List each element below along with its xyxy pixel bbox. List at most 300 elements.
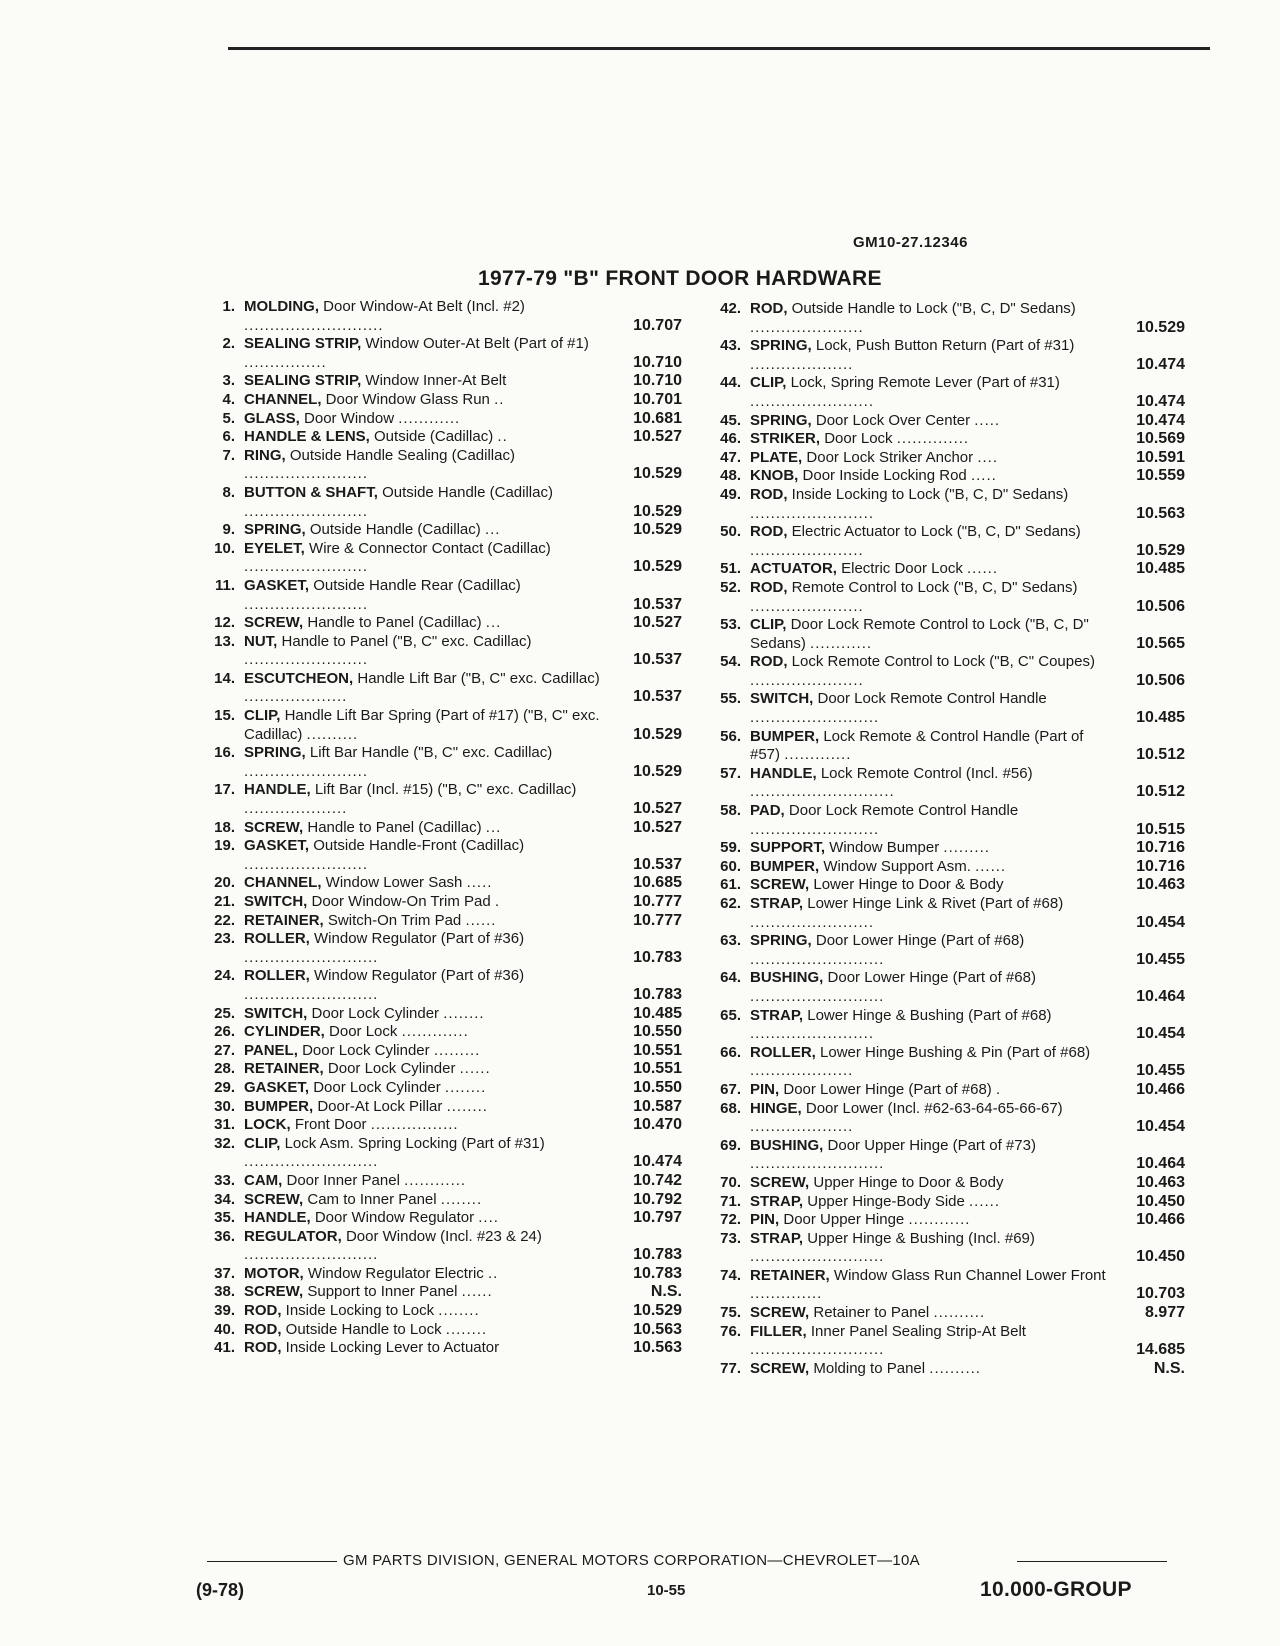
part-name: STRAP, xyxy=(750,895,804,912)
group-code: 10.710 xyxy=(633,372,682,390)
part-item xyxy=(196,1283,682,1302)
leader-dots: ........................ xyxy=(244,502,369,520)
group-code: 10.797 xyxy=(633,1209,682,1227)
part-name: RETAINER, xyxy=(244,911,324,929)
group-code: 10.463 xyxy=(1136,1173,1185,1191)
part-name: ROLLER, xyxy=(244,967,310,985)
group-code: 10.550 xyxy=(633,1023,682,1041)
part-name: SWITCH, xyxy=(750,690,814,708)
group-code: 10.563 xyxy=(633,1320,682,1338)
part-description xyxy=(750,1360,1109,1379)
leader-dots: ............ xyxy=(810,634,873,652)
part-number: 6. xyxy=(222,428,235,446)
part-item xyxy=(196,967,682,1004)
part-detail: Lock Remote Control (Incl. #56) xyxy=(820,764,1033,782)
group-code: 10.707 xyxy=(633,316,682,334)
leader-dots: ..... xyxy=(970,467,997,485)
part-name: GASKET, xyxy=(244,1078,310,1096)
part-description xyxy=(750,1323,1109,1360)
part-name: HINGE, xyxy=(750,1099,802,1117)
part-item xyxy=(196,1209,682,1228)
part-number: 18. xyxy=(214,818,235,836)
part-name: RING, xyxy=(244,446,286,464)
part-detail: Handle Lift Bar ("B, C" exc. Cadillac) xyxy=(357,669,600,687)
part-name: SCREW, xyxy=(244,1283,304,1301)
part-name: ROLLER, xyxy=(750,1043,816,1061)
part-name: RETAINER, xyxy=(244,1060,324,1078)
group-code: 10.470 xyxy=(633,1116,682,1134)
part-number: 31. xyxy=(214,1116,235,1134)
part-name: ROD, xyxy=(750,653,788,671)
part-item xyxy=(196,893,682,912)
part-number: 5. xyxy=(222,409,235,427)
leader-dots: ........................ xyxy=(750,913,875,931)
part-item xyxy=(702,1211,1185,1230)
leader-dots: ...... xyxy=(975,857,1007,875)
part-name: PLATE, xyxy=(750,448,803,466)
part-name: HANDLE & LENS, xyxy=(244,428,370,446)
group-number: 10.000-GROUP xyxy=(980,1578,1132,1601)
part-detail: Switch-On Trim Pad xyxy=(327,911,462,929)
part-description xyxy=(750,467,1109,486)
part-detail: Molding to Panel xyxy=(813,1359,926,1377)
group-code: 10.563 xyxy=(1136,504,1185,522)
group-code: 10.464 xyxy=(1136,987,1185,1005)
group-code: 10.537 xyxy=(633,651,682,669)
part-name: SCREW, xyxy=(244,1190,304,1208)
part-number: 63. xyxy=(720,932,741,950)
part-name: PAD, xyxy=(750,802,785,820)
parts-list-left xyxy=(196,298,682,1358)
leader-dots: .................... xyxy=(244,800,348,818)
group-code: 10.529 xyxy=(1136,318,1185,336)
part-detail: Door Window Regulator xyxy=(314,1209,475,1227)
group-code: 10.716 xyxy=(1136,857,1185,875)
part-item xyxy=(702,449,1185,468)
part-detail: Lock, Spring Remote Lever (Part of #31) xyxy=(790,374,1060,392)
part-item xyxy=(702,839,1185,858)
group-code: 10.506 xyxy=(1136,671,1185,689)
part-number: 7. xyxy=(222,446,235,464)
part-number: 59. xyxy=(720,839,741,857)
group-code: 10.485 xyxy=(1136,709,1185,727)
group-code: 10.591 xyxy=(1136,448,1185,466)
group-code: 10.537 xyxy=(633,688,682,706)
part-item xyxy=(196,577,682,614)
part-name: ROD, xyxy=(244,1302,282,1320)
leader-dots: .......................... xyxy=(244,1153,379,1171)
part-number: 42. xyxy=(720,300,741,317)
group-code: 10.550 xyxy=(633,1078,682,1096)
leader-dots: .......................... xyxy=(750,950,885,968)
part-name: PANEL, xyxy=(244,1041,298,1059)
part-name: SCREW, xyxy=(244,818,304,836)
parts-list-right xyxy=(702,300,1185,1378)
part-item xyxy=(702,932,1185,969)
part-item xyxy=(196,670,682,707)
part-number: 30. xyxy=(214,1097,235,1115)
part-detail: Window Regulator (Part of #36) xyxy=(314,930,525,948)
part-name: KNOB, xyxy=(750,467,799,485)
leader-dots: ... xyxy=(485,614,502,632)
part-number: 76. xyxy=(720,1322,741,1340)
part-detail: Door Upper Hinge (Part of #73) xyxy=(827,1136,1036,1154)
part-number: 15. xyxy=(214,707,235,725)
part-name: SEALING STRIP, xyxy=(244,372,362,390)
part-detail: Electric Actuator to Lock ("B, C, D" Sedans) xyxy=(791,523,1081,541)
part-name: STRIKER, xyxy=(750,430,821,448)
leader-dots: .................... xyxy=(750,355,854,373)
part-description xyxy=(750,579,1109,616)
part-description xyxy=(750,728,1109,765)
part-detail: Upper Hinge to Door & Body xyxy=(813,1173,1004,1191)
part-description xyxy=(750,969,1109,1006)
part-number: 23. xyxy=(214,930,235,948)
part-detail: Window Inner-At Belt xyxy=(365,372,507,390)
part-name: SCREW, xyxy=(750,876,810,894)
part-item xyxy=(196,298,682,335)
leader-dots: .......................... xyxy=(244,985,379,1003)
part-description xyxy=(244,540,600,577)
part-description xyxy=(244,707,600,744)
leader-dots: ........ xyxy=(446,1097,488,1115)
part-item xyxy=(702,1193,1185,1212)
part-description xyxy=(244,670,600,707)
part-name: ACTUATOR, xyxy=(750,560,837,578)
part-number: 25. xyxy=(214,1004,235,1022)
leader-dots: ............ xyxy=(404,1171,467,1189)
part-item xyxy=(702,1137,1185,1174)
part-description xyxy=(244,1023,600,1042)
part-description xyxy=(750,300,1109,337)
part-number: 50. xyxy=(720,523,741,541)
part-number: 62. xyxy=(720,895,741,912)
part-description xyxy=(750,653,1109,690)
part-number: 36. xyxy=(214,1227,235,1245)
part-name: MOLDING, xyxy=(244,298,319,315)
part-name: ROD, xyxy=(750,578,788,596)
leader-dots: ............ xyxy=(398,409,461,427)
part-description xyxy=(244,912,600,931)
part-name: BUSHING, xyxy=(750,969,824,987)
group-code: 10.710 xyxy=(633,353,682,371)
leader-dots: ...................... xyxy=(750,597,864,615)
page-title: 1977-79 "B" FRONT DOOR HARDWARE xyxy=(478,267,882,290)
part-item xyxy=(196,1098,682,1117)
part-description xyxy=(244,391,600,410)
leader-dots: ........................ xyxy=(244,855,369,873)
group-code: 10.506 xyxy=(1136,597,1185,615)
part-number: 13. xyxy=(214,632,235,650)
group-code: 10.783 xyxy=(633,985,682,1003)
part-detail: Door Inner Panel xyxy=(286,1171,400,1189)
leader-dots: ..... xyxy=(974,411,1001,429)
leader-dots: ................ xyxy=(244,353,327,371)
part-detail: Outside (Cadillac) xyxy=(374,428,494,446)
part-name: PIN, xyxy=(750,1080,780,1098)
part-number: 53. xyxy=(720,616,741,634)
part-description xyxy=(750,1081,1109,1100)
leader-dots: ........ xyxy=(440,1190,483,1208)
part-item xyxy=(196,1339,682,1358)
part-detail: Lower Hinge Link & Rivet (Part of #68) xyxy=(807,895,1064,912)
leader-dots: ........................ xyxy=(750,504,875,522)
group-code: 10.485 xyxy=(1136,560,1185,578)
leader-dots: . xyxy=(494,893,501,910)
part-item xyxy=(196,1191,682,1210)
group-code: 10.527 xyxy=(633,614,682,632)
part-name: SCREW, xyxy=(750,1359,810,1377)
group-code: 10.565 xyxy=(1136,634,1185,652)
part-description xyxy=(244,428,600,447)
part-item xyxy=(196,428,682,447)
group-code: 10.450 xyxy=(1136,1192,1185,1210)
leader-dots: ...... xyxy=(969,1192,1001,1210)
part-detail: Outside Handle to Lock xyxy=(285,1320,442,1338)
part-number: 14. xyxy=(214,669,235,687)
part-description xyxy=(750,1100,1109,1137)
part-item xyxy=(196,819,682,838)
part-description xyxy=(244,1098,600,1117)
part-name: NUT, xyxy=(244,632,278,650)
part-name: LOCK, xyxy=(244,1116,291,1134)
part-description xyxy=(750,1007,1109,1044)
part-detail: Window Outer-At Belt (Part of #1) xyxy=(365,335,589,353)
group-code: 10.512 xyxy=(1136,783,1185,801)
part-item xyxy=(196,1042,682,1061)
part-description xyxy=(244,577,600,614)
top-rule xyxy=(228,47,1210,50)
part-number: 54. xyxy=(720,653,741,671)
part-number: 10. xyxy=(214,539,235,557)
part-item xyxy=(196,521,682,540)
leader-dots: .................... xyxy=(244,688,348,706)
part-number: 46. xyxy=(720,430,741,448)
part-detail: Door Lock Striker Anchor xyxy=(806,448,974,466)
leader-dots: .......................... xyxy=(750,987,885,1005)
part-detail: Door Lock Remote Control Handle xyxy=(788,802,1019,820)
part-detail: Lock, Push Button Return (Part of #31) xyxy=(815,337,1075,355)
footer-text: GM PARTS DIVISION, GENERAL MOTORS CORPORATION—CHEVROLET—10A xyxy=(343,1552,920,1569)
part-detail: Lock Asm. Spring Locking (Part of #31) xyxy=(284,1134,545,1152)
part-detail: Inside Locking Lever to Actuator xyxy=(285,1339,500,1357)
leader-dots: ........................ xyxy=(750,1025,875,1043)
part-item xyxy=(702,300,1185,337)
part-number: 67. xyxy=(720,1080,741,1098)
part-number: 70. xyxy=(720,1173,741,1191)
part-description xyxy=(244,447,600,484)
part-name: RETAINER, xyxy=(750,1266,830,1284)
group-code: 10.454 xyxy=(1136,913,1185,931)
part-item xyxy=(196,912,682,931)
part-number: 26. xyxy=(214,1023,235,1041)
part-item xyxy=(196,410,682,429)
group-code: 10.685 xyxy=(633,874,682,892)
group-code: 10.466 xyxy=(1136,1211,1185,1229)
part-number: 35. xyxy=(214,1209,235,1227)
group-code: 10.512 xyxy=(1136,746,1185,764)
part-item xyxy=(196,335,682,372)
part-description xyxy=(244,819,600,838)
part-description xyxy=(750,449,1109,468)
part-item xyxy=(196,1135,682,1172)
group-code: N.S. xyxy=(1153,1359,1185,1377)
part-item xyxy=(196,744,682,781)
part-detail: Outside Handle Sealing (Cadillac) xyxy=(289,446,515,464)
part-detail: Door Lock Over Center xyxy=(815,411,971,429)
part-description xyxy=(750,337,1109,374)
part-detail: Outside Handle-Front (Cadillac) xyxy=(313,837,525,855)
part-detail: Door Lower Hinge (Part of #68) xyxy=(783,1080,992,1098)
part-description xyxy=(750,1267,1109,1304)
part-name: CYLINDER, xyxy=(244,1023,325,1041)
part-name: SPRING, xyxy=(244,521,306,539)
part-description xyxy=(750,765,1109,802)
part-item xyxy=(702,412,1185,431)
part-number: 39. xyxy=(214,1302,235,1320)
part-number: 3. xyxy=(222,372,235,390)
part-number: 9. xyxy=(222,521,235,539)
part-detail: Lift Bar Handle ("B, C" exc. Cadillac) xyxy=(309,744,553,762)
part-detail: Wire & Connector Contact (Cadillac) xyxy=(309,539,551,557)
part-detail: Outside Handle Rear (Cadillac) xyxy=(313,576,521,594)
part-description xyxy=(750,560,1109,579)
part-detail: Inside Locking to Lock xyxy=(285,1302,435,1320)
group-code: 10.563 xyxy=(633,1339,682,1357)
part-name: SCREW, xyxy=(244,614,304,632)
group-code: 10.529 xyxy=(633,762,682,780)
part-number: 72. xyxy=(720,1211,741,1229)
leader-dots: ......... xyxy=(943,839,990,857)
part-detail: Handle to Panel (Cadillac) xyxy=(307,818,482,836)
part-item xyxy=(196,1265,682,1284)
part-description xyxy=(244,1283,600,1302)
part-item xyxy=(196,540,682,577)
part-number: 73. xyxy=(720,1229,741,1247)
part-number: 29. xyxy=(214,1078,235,1096)
part-item xyxy=(702,1174,1185,1193)
revision-date: (9-78) xyxy=(196,1580,245,1600)
part-name: SPRING, xyxy=(750,932,812,950)
part-name: STRAP, xyxy=(750,1229,804,1247)
part-detail: Door Window xyxy=(304,409,395,427)
part-name: HANDLE, xyxy=(244,781,311,799)
group-code: 10.454 xyxy=(1136,1025,1185,1043)
part-name: SPRING, xyxy=(750,337,812,355)
part-detail: Door Lock xyxy=(329,1023,398,1041)
part-item xyxy=(702,1007,1185,1044)
leader-dots: .......... xyxy=(306,725,359,743)
part-detail: Electric Door Lock xyxy=(841,560,963,578)
part-number: 8. xyxy=(222,483,235,501)
leader-dots: .......................... xyxy=(750,1248,885,1266)
part-detail: Lift Bar (Incl. #15) ("B, C" exc. Cadillac) xyxy=(314,781,577,799)
part-detail: Outside Handle to Lock ("B, C, D" Sedans) xyxy=(791,300,1076,317)
part-description xyxy=(750,616,1109,653)
part-detail: Door-At Lock Pillar xyxy=(317,1097,443,1115)
part-detail: Door Lock Cylinder xyxy=(302,1041,430,1059)
part-detail: Door Window Glass Run xyxy=(325,390,490,408)
part-name: SUPPORT, xyxy=(750,839,826,857)
part-detail: Door Lower (Incl. #62-63-64-65-66-67) xyxy=(805,1099,1063,1117)
part-name: ROD, xyxy=(750,300,788,317)
leader-dots: ... xyxy=(485,818,502,836)
part-name: ROD, xyxy=(750,485,788,503)
part-item xyxy=(196,707,682,744)
part-detail: Door Lock Cylinder xyxy=(311,1004,440,1022)
part-detail: Door Lock xyxy=(824,430,893,448)
footer-rule-left xyxy=(207,1561,337,1562)
part-name: BUMPER, xyxy=(750,857,820,875)
part-name: CLIP, xyxy=(750,374,787,392)
part-item xyxy=(702,467,1185,486)
part-description xyxy=(750,1230,1109,1267)
part-item xyxy=(196,1228,682,1265)
part-item xyxy=(702,690,1185,727)
part-detail: Window Lower Sash xyxy=(325,874,463,892)
part-item xyxy=(702,1100,1185,1137)
leader-dots: ...... xyxy=(459,1060,491,1078)
part-description xyxy=(750,523,1109,560)
part-name: MOTOR, xyxy=(244,1264,304,1282)
part-detail: Cam to Inner Panel xyxy=(307,1190,437,1208)
part-item xyxy=(196,1023,682,1042)
part-description xyxy=(750,802,1109,839)
part-item xyxy=(196,633,682,670)
part-number: 16. xyxy=(214,744,235,762)
part-description xyxy=(244,1116,600,1135)
part-description xyxy=(750,1193,1109,1212)
part-description xyxy=(244,372,600,391)
group-code: 10.450 xyxy=(1136,1248,1185,1266)
part-item xyxy=(702,969,1185,1006)
part-number: 12. xyxy=(214,614,235,632)
part-description xyxy=(244,967,600,1004)
leader-dots: ........ xyxy=(444,1078,487,1096)
part-number: 69. xyxy=(720,1136,741,1154)
part-number: 68. xyxy=(720,1099,741,1117)
group-code: 10.527 xyxy=(633,428,682,446)
part-item xyxy=(196,1321,682,1340)
part-description xyxy=(750,858,1109,877)
part-name: SPRING, xyxy=(750,411,812,429)
group-code: 14.685 xyxy=(1136,1341,1185,1359)
part-item xyxy=(196,1079,682,1098)
part-description xyxy=(244,1339,600,1358)
part-item xyxy=(196,874,682,893)
page-number: 10-55 xyxy=(647,1582,686,1599)
leader-dots: .......................... xyxy=(244,1246,379,1264)
part-number: 17. xyxy=(214,781,235,799)
part-detail: Handle Lift Bar Spring (Part of #17) ("B, C" exc. Cadillac) xyxy=(244,707,600,743)
part-number: 40. xyxy=(214,1320,235,1338)
group-code: 10.529 xyxy=(633,465,682,483)
part-description xyxy=(244,1209,600,1228)
part-name: GASKET, xyxy=(244,576,310,594)
part-description xyxy=(750,895,1109,932)
group-code: 10.681 xyxy=(633,409,682,427)
part-number: 75. xyxy=(720,1304,741,1322)
part-description xyxy=(244,335,600,372)
part-item xyxy=(702,579,1185,616)
group-code: 10.783 xyxy=(633,948,682,966)
leader-dots: ..... xyxy=(466,874,493,892)
leader-dots: .. xyxy=(494,390,505,408)
part-detail: Door Upper Hinge xyxy=(783,1211,905,1229)
group-code: 10.527 xyxy=(633,818,682,836)
group-code: 10.515 xyxy=(1136,820,1185,838)
part-detail: Door Window (Incl. #23 & 24) xyxy=(345,1227,542,1245)
